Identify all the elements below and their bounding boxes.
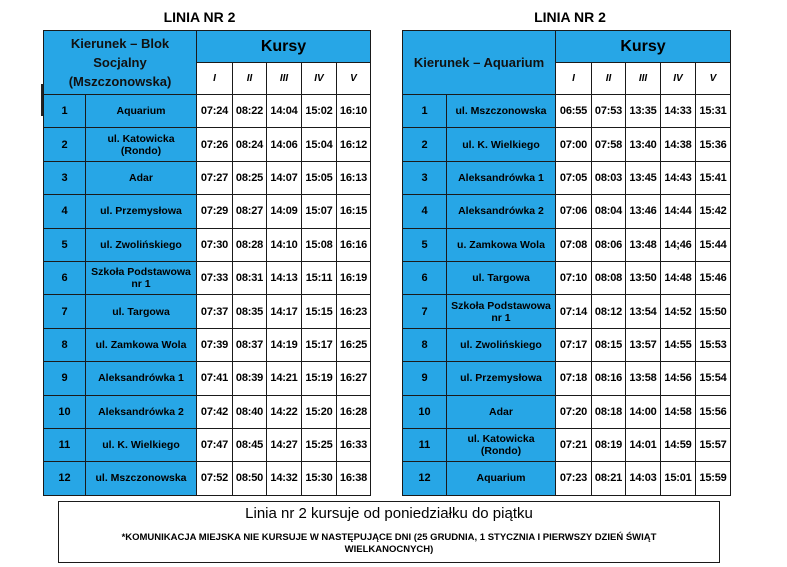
departure-time: 14:06: [267, 128, 302, 161]
stop-name: Aquarium: [86, 95, 197, 128]
departure-time: 13:35: [626, 95, 661, 128]
stop-name: Aleksandrówka 2: [86, 395, 197, 428]
left-timetable: [43, 30, 371, 496]
table-row: [44, 261, 371, 294]
table-row: [403, 328, 731, 361]
departure-time: 07:39: [197, 328, 233, 361]
table-row: [403, 261, 731, 294]
departure-time: 14:00: [626, 395, 661, 428]
departure-time: 07:58: [592, 128, 626, 161]
table-row: [44, 295, 371, 328]
stop-number: 5: [403, 228, 447, 261]
departure-time: 13:40: [626, 128, 661, 161]
stop-name: ul. K. Wielkiego: [86, 428, 197, 461]
departure-time: 07:29: [197, 195, 233, 228]
table-row: [403, 428, 731, 461]
departure-time: 13:45: [626, 161, 661, 194]
departure-time: 08:18: [592, 395, 626, 428]
table-row: [44, 362, 371, 395]
stop-name: ul. Przemysłowa: [86, 195, 197, 228]
departure-time: 15:25: [302, 428, 337, 461]
stop-number: 1: [44, 95, 86, 128]
stop-name: ul. Targowa: [86, 295, 197, 328]
departure-time: 15:57: [696, 428, 731, 461]
left-run-header-2: II: [233, 63, 267, 95]
departure-time: 07:52: [197, 462, 233, 495]
right-run-header-2: II: [592, 63, 626, 95]
departure-time: 07:00: [556, 128, 592, 161]
departure-time: 08:06: [592, 228, 626, 261]
departure-time: 14:32: [267, 462, 302, 495]
departure-time: 14:58: [661, 395, 696, 428]
departure-time: 07:06: [556, 195, 592, 228]
departure-time: 07:33: [197, 261, 233, 294]
departure-time: 07:17: [556, 328, 592, 361]
departure-time: 15:56: [696, 395, 731, 428]
table-row: [403, 395, 731, 428]
departure-time: 07:05: [556, 161, 592, 194]
departure-time: 08:27: [233, 195, 267, 228]
departure-time: 15:36: [696, 128, 731, 161]
departure-time: 16:16: [337, 228, 371, 261]
departure-time: 14:10: [267, 228, 302, 261]
right-run-header-1: I: [556, 63, 592, 95]
right-run-header-3: III: [626, 63, 661, 95]
stop-name: ul. Mszczonowska: [447, 95, 556, 128]
departure-time: 07:42: [197, 395, 233, 428]
left-run-header-5: V: [337, 63, 371, 95]
departure-time: 07:47: [197, 428, 233, 461]
departure-time: 14:01: [626, 428, 661, 461]
departure-time: 15:42: [696, 195, 731, 228]
stop-name: Aleksandrówka 2: [447, 195, 556, 228]
stop-name: Szkoła Podstawowa nr 1: [447, 295, 556, 328]
stop-number: 6: [403, 261, 447, 294]
stop-name: Szkoła Podstawowa nr 1: [86, 261, 197, 294]
stop-name: ul. Targowa: [447, 261, 556, 294]
table-row: [403, 128, 731, 161]
stop-name: Aleksandrówka 1: [447, 161, 556, 194]
departure-time: 07:24: [197, 95, 233, 128]
departure-time: 15:17: [302, 328, 337, 361]
departure-time: 07:23: [556, 462, 592, 495]
departure-time: 15:11: [302, 261, 337, 294]
stop-name: ul. Zwolińskiego: [86, 228, 197, 261]
departure-time: 07:37: [197, 295, 233, 328]
departure-time: 08:50: [233, 462, 267, 495]
departure-time: 07:18: [556, 362, 592, 395]
table-row: [403, 228, 731, 261]
departure-time: 07:26: [197, 128, 233, 161]
stop-number: 2: [403, 128, 447, 161]
stop-name: Adar: [447, 395, 556, 428]
departure-time: 15:02: [302, 95, 337, 128]
departure-time: 08:40: [233, 395, 267, 428]
stop-number: 4: [44, 195, 86, 228]
departure-time: 14:43: [661, 161, 696, 194]
departure-time: 15:07: [302, 195, 337, 228]
stop-number: 8: [403, 328, 447, 361]
stop-number: 12: [403, 462, 447, 495]
departure-time: 14:59: [661, 428, 696, 461]
departure-time: 15:19: [302, 362, 337, 395]
departure-time: 15:15: [302, 295, 337, 328]
stop-number: 6: [44, 261, 86, 294]
departure-time: 13:57: [626, 328, 661, 361]
departure-time: 14;46: [661, 228, 696, 261]
departure-time: 07:14: [556, 295, 592, 328]
departure-time: 15:53: [696, 328, 731, 361]
stop-name: Aquarium: [447, 462, 556, 495]
departure-time: 14:27: [267, 428, 302, 461]
departure-time: 16:15: [337, 195, 371, 228]
departure-time: 07:53: [592, 95, 626, 128]
stop-name: u. Zamkowa Wola: [447, 228, 556, 261]
departure-time: 16:28: [337, 395, 371, 428]
departure-time: 15:30: [302, 462, 337, 495]
stop-number: 2: [44, 128, 86, 161]
departure-time: 08:12: [592, 295, 626, 328]
departure-time: 15:50: [696, 295, 731, 328]
departure-time: 14:09: [267, 195, 302, 228]
departure-time: 14:48: [661, 261, 696, 294]
stop-name: ul. Katowicka (Rondo): [86, 128, 197, 161]
departure-time: 15:46: [696, 261, 731, 294]
departure-time: 14:38: [661, 128, 696, 161]
left-run-header-3: III: [267, 63, 302, 95]
departure-time: 14:17: [267, 295, 302, 328]
departure-time: 13:46: [626, 195, 661, 228]
departure-time: 08:45: [233, 428, 267, 461]
stop-number: 11: [44, 428, 86, 461]
stop-number: 9: [44, 362, 86, 395]
stop-number: 12: [44, 462, 86, 495]
stop-name: Aleksandrówka 1: [86, 362, 197, 395]
departure-time: 15:08: [302, 228, 337, 261]
right-heading: LINIA NR 2: [534, 9, 606, 25]
departure-time: 08:22: [233, 95, 267, 128]
stop-name: ul. Zwolińskiego: [447, 328, 556, 361]
departure-time: 15:01: [661, 462, 696, 495]
departure-time: 08:35: [233, 295, 267, 328]
table-row: [44, 195, 371, 228]
stop-name: Adar: [86, 161, 197, 194]
departure-time: 06:55: [556, 95, 592, 128]
stop-name: ul. Przemysłowa: [447, 362, 556, 395]
stop-number: 9: [403, 362, 447, 395]
right-run-header-5: V: [696, 63, 731, 95]
departure-time: 08:03: [592, 161, 626, 194]
left-run-header-1: I: [197, 63, 233, 95]
departure-time: 07:10: [556, 261, 592, 294]
departure-time: 08:21: [592, 462, 626, 495]
departure-time: 16:10: [337, 95, 371, 128]
stop-number: 10: [403, 395, 447, 428]
table-row: [44, 328, 371, 361]
departure-time: 14:21: [267, 362, 302, 395]
footer-holiday-note: *KOMUNIKACJA MIEJSKA NIE KURSUJE W NASTĘPUJĄCE DNI (25 GRUDNIA, 1 STYCZNIA I PIERWSZY DZIEŃ ŚWIĄT WIELKANOCNYCH): [121, 532, 657, 555]
departure-time: 15:20: [302, 395, 337, 428]
departure-time: 08:39: [233, 362, 267, 395]
right-run-header-4: IV: [661, 63, 696, 95]
departure-time: 08:37: [233, 328, 267, 361]
table-row: [403, 161, 731, 194]
table-row: [403, 295, 731, 328]
stop-number: 4: [403, 195, 447, 228]
stop-number: 8: [44, 328, 86, 361]
departure-time: 16:27: [337, 362, 371, 395]
departure-time: 16:38: [337, 462, 371, 495]
table-row: [403, 95, 731, 128]
stop-name: ul. Zamkowa Wola: [86, 328, 197, 361]
departure-time: 07:21: [556, 428, 592, 461]
departure-time: 15:41: [696, 161, 731, 194]
stop-number: 10: [44, 395, 86, 428]
footer-note-box: [58, 501, 720, 563]
departure-time: 08:24: [233, 128, 267, 161]
departure-time: 08:08: [592, 261, 626, 294]
departure-time: 14:19: [267, 328, 302, 361]
footer-main-text: Linia nr 2 kursuje od poniedziałku do piątku: [245, 505, 533, 522]
table-row: [44, 128, 371, 161]
departure-time: 16:13: [337, 161, 371, 194]
departure-time: 13:54: [626, 295, 661, 328]
stop-number: 11: [403, 428, 447, 461]
stop-name: ul. Mszczonowska: [86, 462, 197, 495]
departure-time: 15:44: [696, 228, 731, 261]
table-row: [44, 462, 371, 495]
departure-time: 16:25: [337, 328, 371, 361]
departure-time: 08:28: [233, 228, 267, 261]
departure-time: 14:52: [661, 295, 696, 328]
departure-time: 14:22: [267, 395, 302, 428]
table-row: [44, 228, 371, 261]
stop-number: 3: [44, 161, 86, 194]
departure-time: 16:23: [337, 295, 371, 328]
departure-time: 13:50: [626, 261, 661, 294]
departure-time: 15:31: [696, 95, 731, 128]
departure-time: 07:41: [197, 362, 233, 395]
departure-time: 15:05: [302, 161, 337, 194]
stop-name: ul. Katowicka (Rondo): [447, 428, 556, 461]
stop-number: 3: [403, 161, 447, 194]
departure-time: 07:30: [197, 228, 233, 261]
left-kursy-header: Kursy: [197, 31, 371, 63]
departure-time: 14:03: [626, 462, 661, 495]
departure-time: 16:12: [337, 128, 371, 161]
departure-time: 07:27: [197, 161, 233, 194]
departure-time: 14:56: [661, 362, 696, 395]
departure-time: 07:08: [556, 228, 592, 261]
departure-time: 14:13: [267, 261, 302, 294]
right-kursy-header: Kursy: [556, 31, 731, 63]
departure-time: 14:07: [267, 161, 302, 194]
departure-time: 07:20: [556, 395, 592, 428]
table-row: [44, 161, 371, 194]
left-direction: Kierunek – Blok Socjalny (Mszczonowska): [44, 31, 197, 95]
departure-time: 08:25: [233, 161, 267, 194]
departure-time: 08:16: [592, 362, 626, 395]
departure-time: 08:31: [233, 261, 267, 294]
stop-number: 7: [403, 295, 447, 328]
right-timetable: [402, 30, 731, 496]
departure-time: 08:15: [592, 328, 626, 361]
table-row: [403, 362, 731, 395]
stop-number: 5: [44, 228, 86, 261]
left-heading: LINIA NR 2: [163, 9, 236, 25]
table-row: [44, 95, 371, 128]
right-direction: Kierunek – Aquarium: [403, 31, 556, 95]
table-row: [44, 428, 371, 461]
table-row: [44, 395, 371, 428]
departure-time: 16:19: [337, 261, 371, 294]
departure-time: 08:19: [592, 428, 626, 461]
stop-number: 1: [403, 95, 447, 128]
departure-time: 15:59: [696, 462, 731, 495]
departure-time: 15:54: [696, 362, 731, 395]
departure-time: 13:58: [626, 362, 661, 395]
stop-number: 7: [44, 295, 86, 328]
departure-time: 08:04: [592, 195, 626, 228]
table-row: [403, 195, 731, 228]
left-run-header-4: IV: [302, 63, 337, 95]
departure-time: 15:04: [302, 128, 337, 161]
departure-time: 14:33: [661, 95, 696, 128]
departure-time: 13:48: [626, 228, 661, 261]
departure-time: 16:33: [337, 428, 371, 461]
departure-time: 14:04: [267, 95, 302, 128]
departure-time: 14:44: [661, 195, 696, 228]
departure-time: 14:55: [661, 328, 696, 361]
stop-name: ul. K. Wielkiego: [447, 128, 556, 161]
table-row: [403, 462, 731, 495]
